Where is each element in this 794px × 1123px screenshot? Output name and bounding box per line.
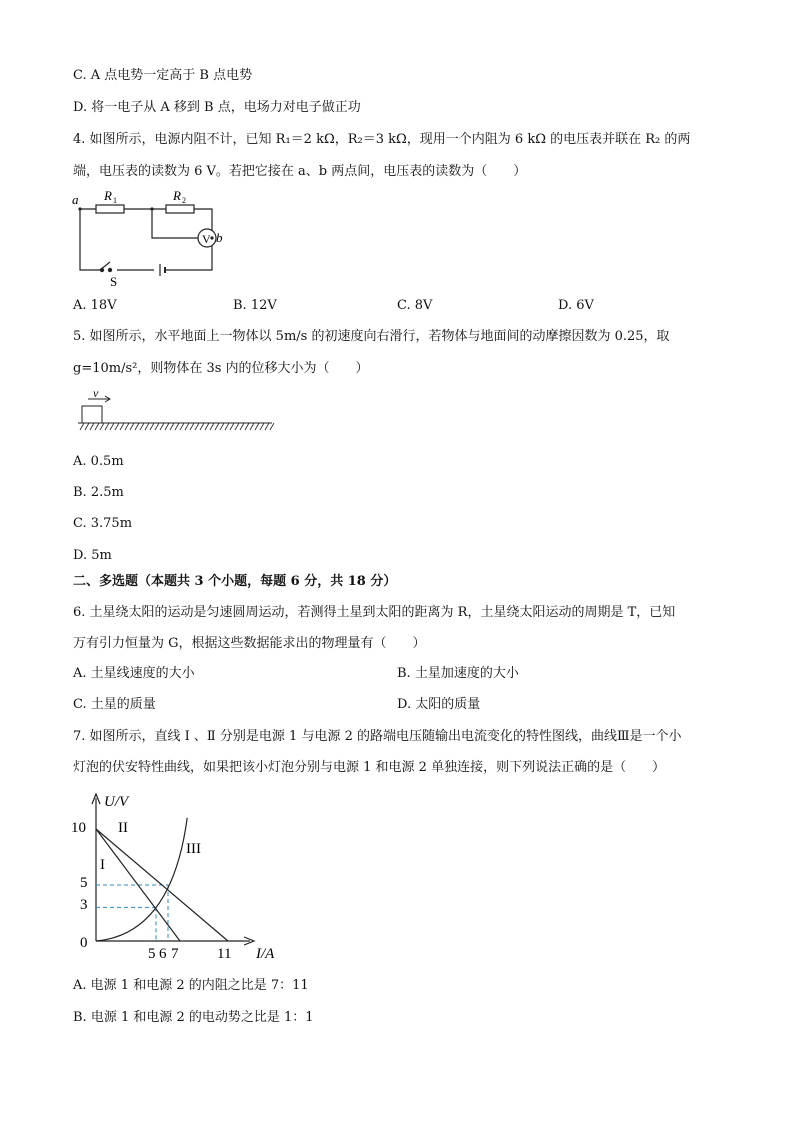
q7-stem-line1: 7. 如图所示，直线 Ⅰ 、Ⅱ 分别是电源 1 与电源 2 的路端电压随输出电流变化的特性图线，曲线Ⅲ是一个小 xyxy=(73,729,682,744)
floor-hatch-mark xyxy=(210,423,214,430)
floor-hatch-mark xyxy=(85,423,89,430)
floor-hatch-mark xyxy=(120,423,124,430)
r1-subscript: 1 xyxy=(113,196,117,205)
floor-hatch-mark xyxy=(110,423,114,430)
floor-hatch-mark xyxy=(90,423,94,430)
floor-hatch-mark xyxy=(230,423,234,430)
q3-option-d: D. 将一电子从 A 移到 B 点，电场力对电子做正功 xyxy=(73,100,361,115)
curve-label-III: III xyxy=(186,841,201,857)
q5-option-a: A. 0.5m xyxy=(73,454,124,469)
floor-hatch-mark xyxy=(135,423,139,430)
q6-option-b: B. 土星加速度的大小 xyxy=(397,666,519,681)
x-tick-6: 6 xyxy=(159,946,167,962)
floor-hatch-mark xyxy=(195,423,199,430)
y-tick-3: 3 xyxy=(80,897,88,913)
floor-hatch-mark xyxy=(175,423,179,430)
q4-option-c: C. 8V xyxy=(397,298,433,313)
q4-option-b: B. 12V xyxy=(233,298,277,313)
origin-label: 0 xyxy=(80,935,88,951)
floor-hatch-mark xyxy=(245,423,249,430)
floor-hatch-mark xyxy=(160,423,164,430)
q4-option-d: D. 6V xyxy=(558,298,594,313)
floor-hatch-mark xyxy=(130,423,134,430)
q5-option-b: B. 2.5m xyxy=(73,485,124,500)
q6-option-d: D. 太阳的质量 xyxy=(397,697,481,712)
q4-option-a: A. 18V xyxy=(73,298,117,313)
x-axis-label: I/A xyxy=(256,946,275,962)
floor-hatch-mark xyxy=(250,423,254,430)
q4-stem-line1: 4. 如图所示，电源内阻不计，已知 R₁＝2 kΩ，R₂＝3 kΩ，现用一个内阻为 6 kΩ 的电压表并联在 R₂ 的两 xyxy=(73,132,691,147)
floor-hatch-mark xyxy=(255,423,259,430)
x-tick-7: 7 xyxy=(171,946,179,962)
y-tick-10: 10 xyxy=(71,820,86,836)
q5-option-c: C. 3.75m xyxy=(73,516,133,531)
series-II-line xyxy=(96,829,228,941)
q7-option-a: A. 电源 1 和电源 2 的内阻之比是 7：11 xyxy=(73,978,309,993)
floor-hatch-mark xyxy=(115,423,119,430)
switch-label: S xyxy=(110,274,118,289)
velocity-label: v xyxy=(93,386,99,400)
floor-hatch-mark xyxy=(80,423,84,430)
circuit-diagram xyxy=(70,188,240,288)
floor-hatch-mark xyxy=(95,423,99,430)
q6-option-a: A. 土星线速度的大小 xyxy=(73,666,195,681)
floor-hatch-mark xyxy=(205,423,209,430)
floor-hatch-mark xyxy=(150,423,154,430)
voltmeter-label: V xyxy=(202,232,211,246)
q4-stem-line2: 端，电压表的读数为 6 V。若把它接在 a、b 两点间，电压表的读数为（ ） xyxy=(73,164,527,179)
ui-characteristic-graph xyxy=(70,786,290,966)
q5-option-d: D. 5m xyxy=(73,548,112,563)
point-b-label: b xyxy=(216,230,223,245)
r2-subscript: 2 xyxy=(182,196,186,205)
q6-stem-line2: 万有引力恒量为 G，根据这些数据能求出的物理量有（ ） xyxy=(73,636,426,651)
r1-label: R xyxy=(104,188,112,203)
floor-hatch-mark xyxy=(225,423,229,430)
sliding-block-diagram xyxy=(76,386,276,436)
q6-option-c: C. 土星的质量 xyxy=(73,697,156,712)
point-a-label: a xyxy=(72,192,79,207)
floor-hatch-mark xyxy=(145,423,149,430)
y-axis-label: U/V xyxy=(104,794,129,810)
floor-hatch-mark xyxy=(235,423,239,430)
q5-stem-line1: 5. 如图所示，水平地面上一物体以 5m/s 的初速度向右滑行，若物体与地面间的动摩擦因数为 0.25，取 xyxy=(73,329,670,344)
floor-hatch-mark xyxy=(180,423,184,430)
floor-hatch-mark xyxy=(270,423,274,430)
q3-option-c: C. A 点电势一定高于 B 点电势 xyxy=(73,68,253,83)
floor-hatch-mark xyxy=(200,423,204,430)
floor-hatch-mark xyxy=(105,423,109,430)
floor-hatch-mark xyxy=(125,423,129,430)
floor-hatch-mark xyxy=(100,423,104,430)
curve-label-II: II xyxy=(118,820,128,836)
floor-hatch-mark xyxy=(185,423,189,430)
floor-hatch-mark xyxy=(220,423,224,430)
floor-hatch-mark xyxy=(170,423,174,430)
q7-option-b: B. 电源 1 和电源 2 的电动势之比是 1：1 xyxy=(73,1010,314,1025)
curve-label-I: I xyxy=(100,857,105,873)
series-III-curve xyxy=(96,818,187,941)
x-tick-5: 5 xyxy=(148,946,156,962)
floor-hatch-mark xyxy=(155,423,159,430)
floor-hatch-mark xyxy=(190,423,194,430)
floor-hatch-mark xyxy=(215,423,219,430)
r2-label: R xyxy=(173,188,181,203)
floor-hatch-mark xyxy=(140,423,144,430)
floor-hatch-mark xyxy=(240,423,244,430)
q7-stem-line2: 灯泡的伏安特性曲线，如果把该小灯泡分别与电源 1 和电源 2 单独连接，则下列说法正确的是（ ） xyxy=(73,760,666,775)
floor-hatch-mark xyxy=(165,423,169,430)
y-tick-5: 5 xyxy=(80,875,88,891)
q6-stem-line1: 6. 土星绕太阳的运动是匀速圆周运动，若测得土星到太阳的距离为 R，土星绕太阳运动的周期是 T，已知 xyxy=(73,605,676,620)
floor-hatch-mark xyxy=(265,423,269,430)
section-heading: 二、多选题（本题共 3 个小题，每题 6 分，共 18 分） xyxy=(73,574,397,589)
floor-hatch-mark xyxy=(260,423,264,430)
q5-stem-line2: g=10m/s²，则物体在 3s 内的位移大小为（ ） xyxy=(73,361,369,376)
x-tick-11: 11 xyxy=(217,946,232,962)
